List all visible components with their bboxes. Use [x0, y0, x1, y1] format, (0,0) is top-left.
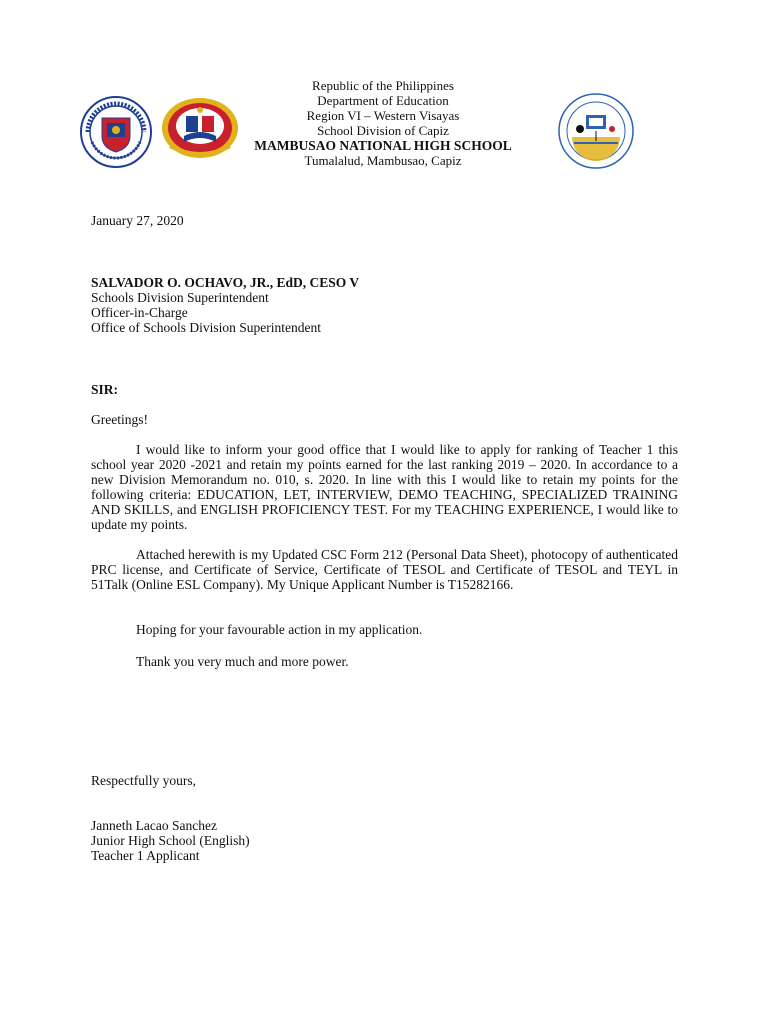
- letterhead-division: School Division of Capiz: [317, 123, 449, 138]
- body-paragraph-hoping: Hoping for your favourable action in my application.: [136, 622, 423, 637]
- greeting: Greetings!: [91, 412, 148, 427]
- signatory-name: Janneth Lacao Sanchez: [91, 818, 217, 833]
- letterhead-address: Tumalalud, Mambusao, Capiz: [304, 153, 462, 168]
- closing: Respectfully yours,: [91, 773, 196, 788]
- body-paragraph-attachments: Attached herewith is my Updated CSC Form 212 (Personal Data Sheet), photocopy of authenticated PRC license, and Certificate of Service, Certificate of TESOL and Certificate of TESOL and TEYL in 51Talk (Online ESL Company). My Unique Applicant Number is T15282166.: [91, 547, 678, 592]
- deped-seal-logo: [80, 96, 152, 168]
- body-paragraph-application: I would like to inform your good office that I would like to apply for ranking of Teacher 1 this school year 2020 -2021 and retain my points earned for the last ranking 2019 – 2020. In accordance to a new Division Memorandum no. 010, s. 2020. In line with this I would like to retain my points for the following criteria: EDUCATION, LET, INTERVIEW, DEMO TEACHING, SPECIALIZED TRAINING AND SKILLS, and ENGLISH PROFICIENCY TEST. For my TEACHING EXPERIENCE, I would like to update my points.: [91, 442, 678, 532]
- recipient-title: Schools Division Superintendent: [91, 290, 269, 305]
- letterhead-department: Department of Education: [317, 93, 449, 108]
- body-paragraph-thanks: Thank you very much and more power.: [136, 654, 349, 669]
- letterhead-school-name: MAMBUSAO NATIONAL HIGH SCHOOL: [254, 138, 512, 153]
- signatory-role: Teacher 1 Applicant: [91, 848, 200, 863]
- signature-block: [91, 818, 678, 863]
- letterhead-region: Region VI – Western Visayas: [306, 108, 460, 123]
- recipient-officer-in-charge: Officer-in-Charge: [91, 305, 188, 320]
- salutation: SIR:: [91, 382, 119, 397]
- school-seal-logo: [558, 93, 634, 169]
- signatory-position: Junior High School (English): [91, 833, 250, 848]
- letterhead-republic: Republic of the Philippines: [312, 78, 454, 93]
- recipient-block: [91, 275, 678, 335]
- recipient-office: Office of Schools Division Superintendent: [91, 320, 321, 335]
- recipient-name: SALVADOR O. OCHAVO, JR., EdD, CESO V: [91, 275, 360, 290]
- letterhead: [200, 78, 566, 168]
- letter-date: January 27, 2020: [91, 213, 184, 228]
